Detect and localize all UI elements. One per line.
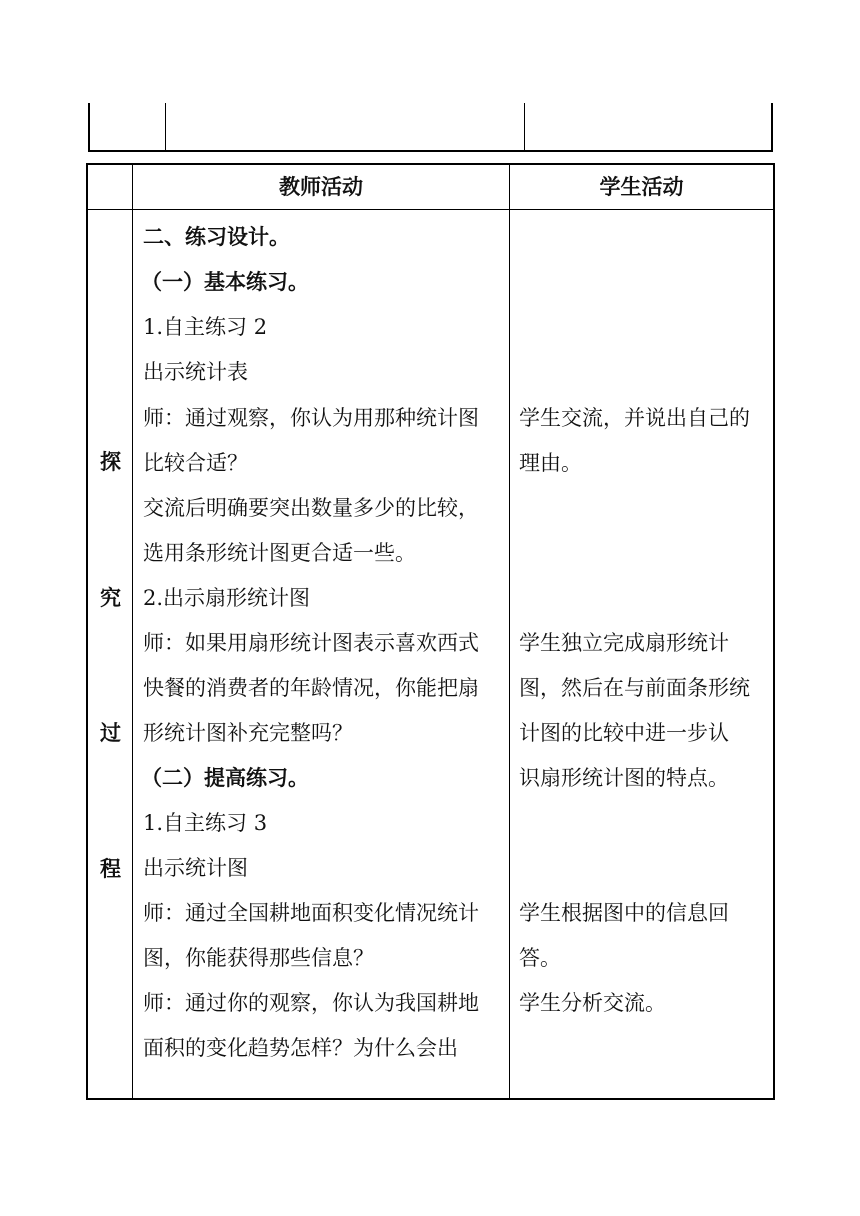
student-line: 计图的比较中进一步认	[519, 721, 729, 745]
teacher-line: 交流后明确要突出数量多少的比较，	[143, 496, 479, 520]
student-line: 学生根据图中的信息回	[519, 901, 729, 925]
table-border	[86, 1098, 775, 1100]
side-label-char: 究	[100, 586, 121, 610]
section-heading: 二、练习设计。	[143, 225, 290, 249]
student-line: 答。	[519, 946, 561, 970]
table-border	[132, 163, 133, 1100]
teacher-line: 形统计图补充完整吗？	[143, 721, 353, 745]
subsection-heading: （二）提高练习。	[141, 766, 309, 790]
teacher-line: 师：通过观察，你认为用那种统计图	[143, 406, 479, 430]
table-border	[524, 103, 525, 151]
teacher-line: 出示统计图	[143, 856, 248, 880]
side-label-char: 程	[100, 857, 121, 881]
table-border	[88, 150, 773, 152]
student-line: 识扇形统计图的特点。	[519, 766, 729, 790]
teacher-line: 选用条形统计图更合适一些。	[143, 541, 416, 565]
teacher-line: 比较合适？	[143, 451, 248, 475]
teacher-line: 图，你能获得那些信息？	[143, 946, 374, 970]
table-border	[86, 163, 88, 1100]
side-label-char: 探	[100, 450, 121, 474]
teacher-line: 师：通过全国耕地面积变化情况统计	[143, 901, 479, 925]
student-line: 学生分析交流。	[519, 991, 666, 1015]
student-line: 图，然后在与前面条形统	[519, 676, 750, 700]
teacher-line: 师：如果用扇形统计图表示喜欢西式	[143, 631, 479, 655]
header-teacher-activity: 教师活动	[279, 175, 363, 199]
header-student-activity: 学生活动	[599, 175, 684, 199]
teacher-line: 2.出示扇形统计图	[143, 586, 311, 610]
table-border	[771, 103, 773, 151]
table-border	[88, 103, 90, 151]
table-border	[773, 163, 775, 1100]
side-label-char: 过	[100, 721, 121, 745]
student-line: 理由。	[519, 451, 582, 475]
teacher-line: 师：通过你的观察，你认为我国耕地	[143, 991, 479, 1015]
teacher-line: 快餐的消费者的年龄情况，你能把扇	[143, 676, 479, 700]
teacher-line: 1.自主练习 2	[143, 315, 268, 339]
table-border	[509, 163, 510, 1100]
student-line: 学生独立完成扇形统计	[519, 631, 729, 655]
teacher-line: 面积的变化趋势怎样？为什么会出	[143, 1036, 458, 1060]
student-line: 学生交流，并说出自己的	[519, 406, 750, 430]
teacher-line: 1.自主练习 3	[143, 811, 268, 835]
teacher-line: 出示统计表	[143, 360, 248, 384]
table-border	[165, 103, 166, 151]
subsection-heading: （一）基本练习。	[141, 270, 309, 294]
